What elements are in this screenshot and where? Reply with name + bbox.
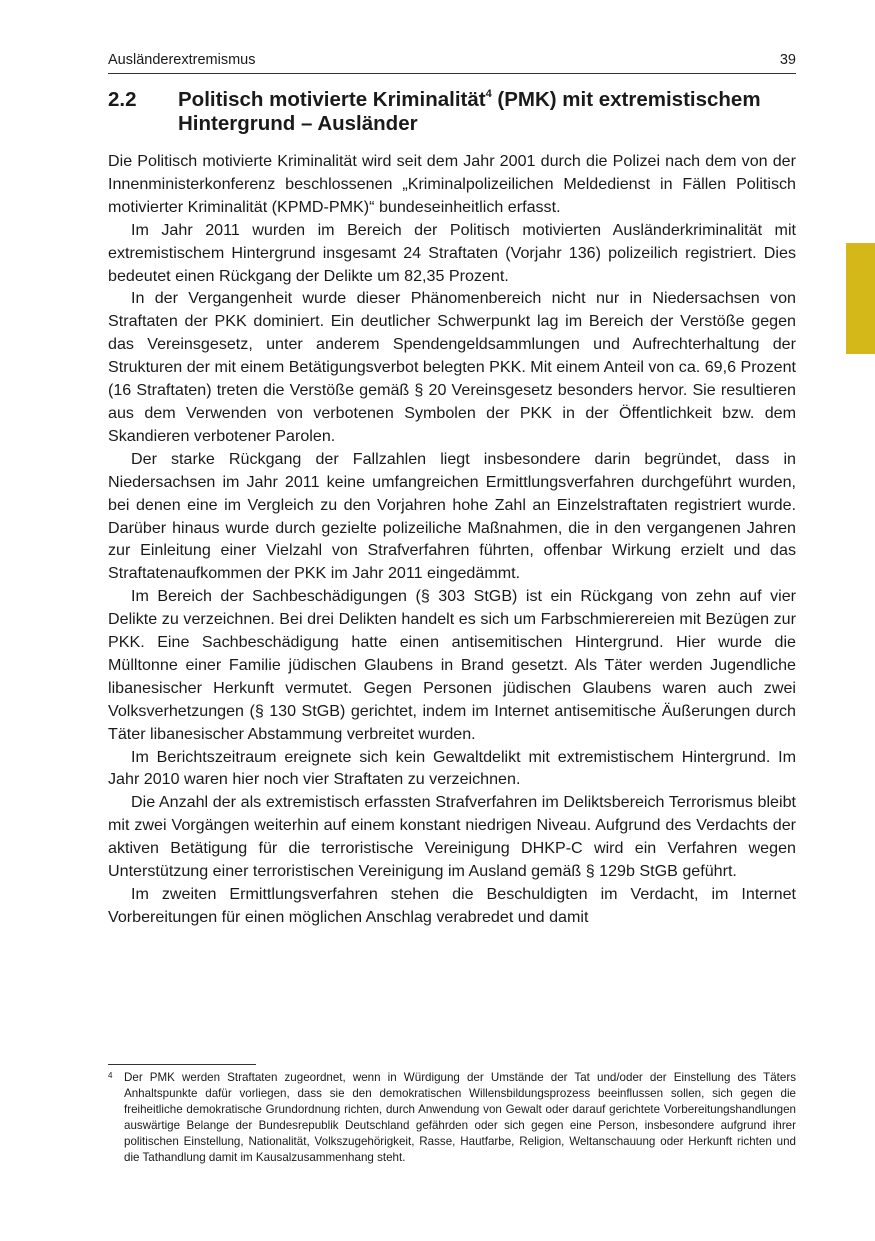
page-number: 39 xyxy=(779,52,796,68)
header-rule xyxy=(108,73,796,74)
footnote-text: Der PMK werden Straftaten zugeordnet, wenn in Würdigung der Umstände der Tat und/oder der Einstellung des Täters Anhaltspunkte dafür vorliegen, dass sie den demokratischen Willensbildungsprozess beeinflussen sollen, sich gegen die freiheitliche demokratische Grundordnung richten, durch Anwendung von Gewalt oder darauf gerichtete Vorbereitungshandlungen auswärtige Belange der Bundesrepublik Deutschland gefährden oder sich gegen eine Person, insbesondere aufgrund ihrer politischen Einstellung, Nationalität, Volkszugehörigkeit, Rasse, Hautfarbe, Religion, Weltanschauung oder Herkunft richten und die Tathandlung damit im Kausalzusammenhang steht. xyxy=(124,1071,796,1165)
paragraph: Im Bereich der Sachbeschädigungen (§ 303 StGB) ist ein Rückgang von zehn auf vier Delikte zu verzeichnen. Bei drei Delikten handelt es sich um Farbschmierereien mit Bezügen zur PKK. Eine Sachbeschädigung hatte einen antisemitischen Hintergrund. Hier wurde die Mülltonne einer Familie jüdischen Glaubens in Brand gesetzt. Als Täter werden Jugendliche libanesischer Herkunft vermutet. Gegen Personen jüdischen Glaubens waren auch zwei Volksverhetzungen (§ 130 StGB) gerichtet, indem im Internet antisemitische Äußerungen durch Täter libanesischer Abstammung verbreitet wurden. xyxy=(108,587,796,743)
paragraph: Im Berichtszeitraum ereignete sich kein Gewaltdelikt mit extremistischem Hintergrund. Im Jahr 2010 waren hier noch vier Straftaten zu verzeichnen. xyxy=(108,747,796,789)
footnote-reference[interactable]: 4 xyxy=(485,88,492,100)
section-heading xyxy=(108,88,796,136)
footnote xyxy=(108,1070,796,1167)
chapter-tab-marker xyxy=(846,243,875,354)
paragraph: Im Jahr 2011 wurden im Bereich der Politisch motivierten Ausländerkriminalität mit extremistischem Hintergrund insgesamt 24 Straftaten (Vorjahr 136) polizeilich registriert. Dies bedeutet einen Rückgang der Delikte um 82,35 Prozent. xyxy=(108,220,796,285)
paragraph: Die Anzahl der als extremistisch erfassten Strafverfahren im Deliktsbereich Terrorismus bleibt mit zwei Vorgängen weiterhin auf einem konstant niedrigen Niveau. Aufgrund des Verdachts der aktiven Betätigung für die terroristische Vereinigung DHKP-C wird ein Verfahren wegen Unterstützung einer terroristischen Vereinigung im Ausland gemäß § 129b StGB geführt. xyxy=(108,793,796,881)
section-title xyxy=(178,88,796,136)
paragraph: Die Politisch motivierte Kriminalität wird seit dem Jahr 2001 durch die Polizei nach dem von der Innenministerkonferenz beschlossenen „Kriminalpolizeilichen Meldedienst in Fällen Politisch motivierter Kriminalität (KPMD-PMK)“ bundeseinheitlich erfasst. xyxy=(108,152,796,216)
section-number: 2.2 xyxy=(108,88,137,111)
running-head-title: Ausländerextremismus xyxy=(108,52,256,68)
footnote-number: 4 xyxy=(108,1071,113,1080)
section-title-start: Politisch motivierte Kriminalität xyxy=(178,88,486,111)
body-text xyxy=(108,150,796,929)
section-title-end: (PMK) mit extremistischem Hintergrund – Ausländer xyxy=(178,88,761,135)
footnote-rule xyxy=(108,1064,256,1065)
paragraph: In der Vergangenheit wurde dieser Phänomenbereich nicht nur in Niedersachsen von Straftaten der PKK dominiert. Ein deutlicher Schwerpunkt lag im Bereich der Verstöße gegen das Vereinsgesetz, unter anderem Spendengeldsammlungen und Aufrechterhaltung der Strukturen der mit einem Betätigungsverbot belegten PKK. Mit einem Anteil von ca. 69,6 Prozent (16 Straftaten) treten die Verstöße gemäß § 20 Vereinsgesetz besonders hervor. Sie resultieren aus dem Verwenden von verbotenen Symbolen der PKK in der Öffentlichkeit bzw. dem Skandieren verbotener Parolen. xyxy=(108,289,796,445)
running-head xyxy=(108,50,796,70)
paragraph: Der starke Rückgang der Fallzahlen liegt insbesondere darin begründet, dass in Niedersachsen im Jahr 2011 keine umfangreichen Ermittlungsverfahren durchgeführt wurden, bei denen eine im Vergleich zu den Vorjahren hohe Zahl an Einzelstraftaten registriert wurde. Darüber hinaus wurde durch gezielte polizeiliche Maßnahmen, die in den vergangenen Jahren zur Einleitung einer Vielzahl von Strafverfahren führten, offenbar Wirkung erzielt und das Straftatenaufkommen der PKK im Jahr 2011 eingedämmt. xyxy=(108,449,796,583)
paragraph: Im zweiten Ermittlungsverfahren stehen die Beschuldigten im Verdacht, im Internet Vorbereitungen für einen möglichen Anschlag verabredet und damit xyxy=(108,885,796,926)
